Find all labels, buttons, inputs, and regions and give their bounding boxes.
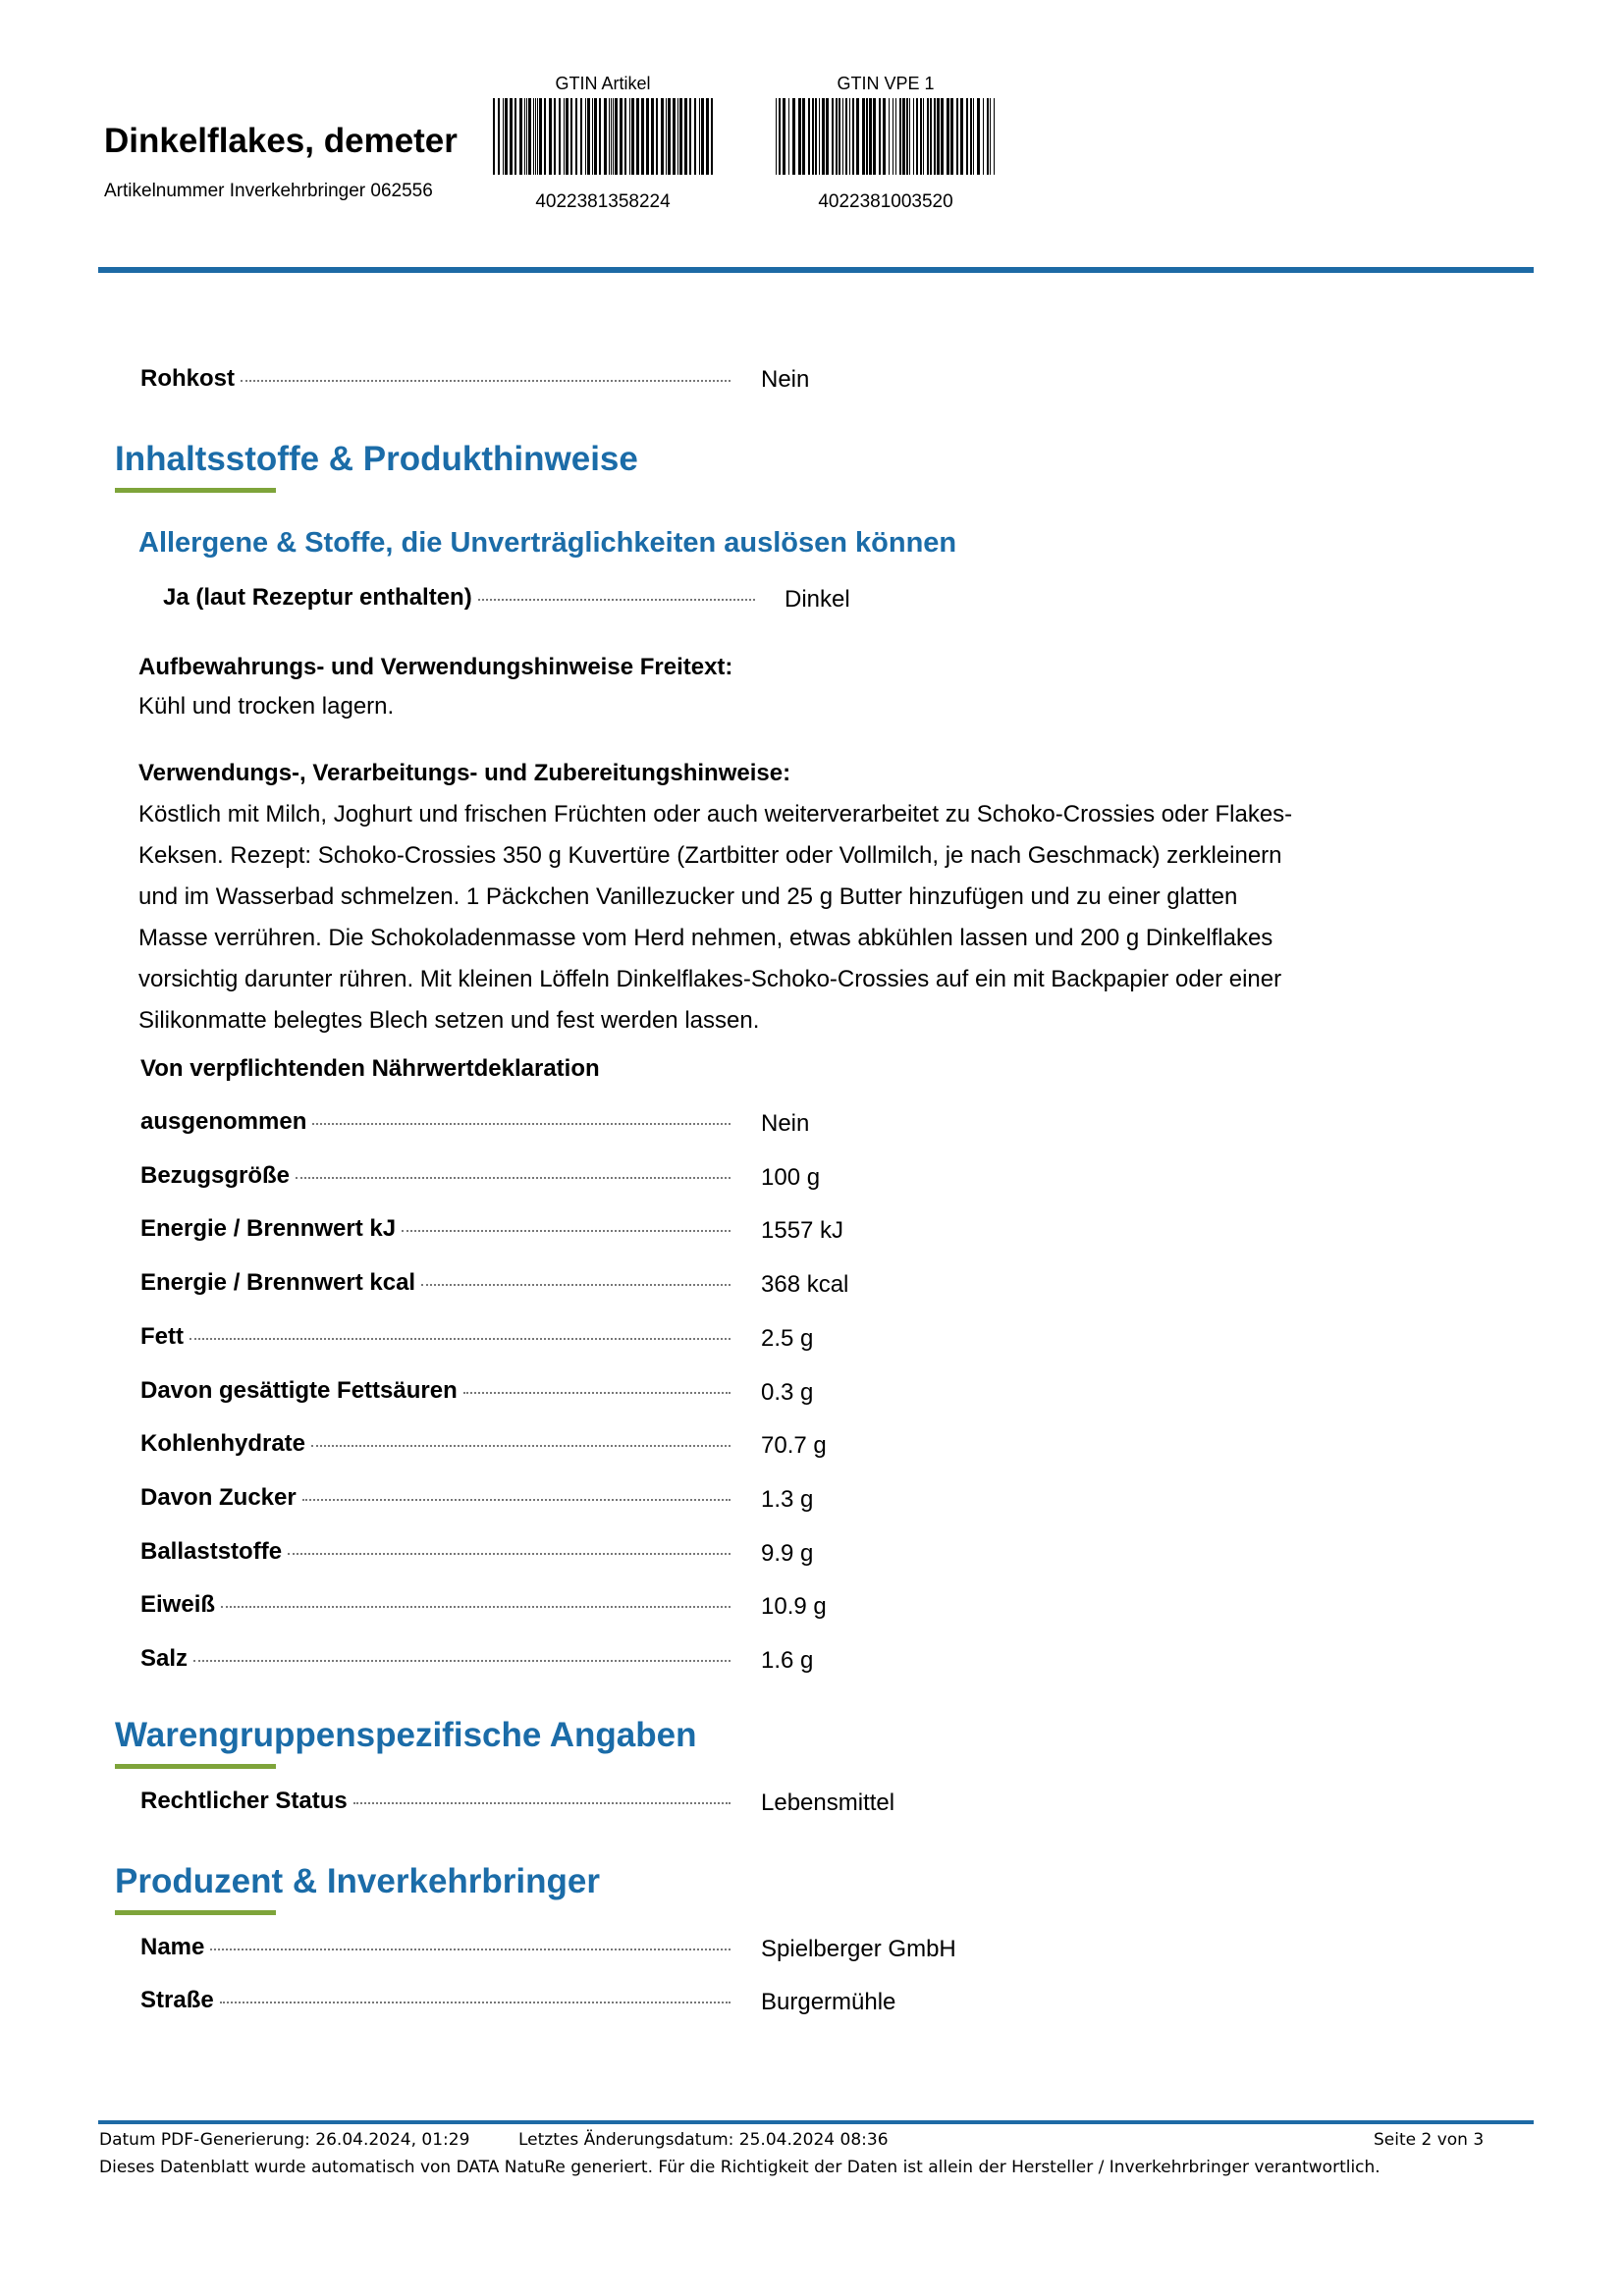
nutrition-row bbox=[140, 1323, 734, 1351]
barcode-bar bbox=[836, 98, 838, 175]
barcode-bar bbox=[526, 98, 527, 175]
barcode-bar bbox=[849, 98, 850, 175]
barcode-bar bbox=[684, 98, 687, 175]
section-heading-producer: Produzent & Inverkehrbringer bbox=[115, 1862, 600, 1900]
dot-leader bbox=[478, 599, 755, 601]
gtin-article-label: GTIN Artikel bbox=[555, 74, 651, 93]
dot-leader bbox=[421, 1284, 731, 1286]
barcode-bar bbox=[535, 98, 536, 175]
barcode-bar bbox=[592, 98, 593, 175]
barcode-bar bbox=[609, 98, 610, 175]
barcode-bar bbox=[510, 98, 513, 175]
footer-page: Seite 2 von 3 bbox=[1374, 2130, 1485, 2150]
row-label: ausgenommen bbox=[140, 1108, 307, 1135]
barcode-bar bbox=[934, 98, 936, 175]
row-label: Rechtlicher Status bbox=[140, 1788, 348, 1814]
barcode-bar bbox=[570, 98, 572, 175]
barcode-bar bbox=[594, 98, 597, 175]
barcode-bar bbox=[802, 98, 805, 175]
nutrition-row bbox=[140, 1108, 734, 1136]
barcode-bar bbox=[920, 98, 922, 175]
barcode-bar bbox=[906, 98, 908, 175]
barcode-bar bbox=[808, 98, 810, 175]
row-legal-status bbox=[140, 1788, 734, 1815]
usage-line: Keksen. Rezept: Schoko-Crossies 350 g Kuvertüre (Zartbitter oder Vollmilch, je nach Geschmack) zerkleinern bbox=[138, 842, 1282, 869]
barcode-bar bbox=[862, 98, 865, 175]
barcode-bar bbox=[559, 98, 561, 175]
product-title: Dinkelflakes, demeter bbox=[104, 122, 458, 160]
row-producer-street bbox=[140, 1987, 734, 2014]
dot-leader bbox=[463, 1392, 731, 1394]
barcode-bar bbox=[916, 98, 918, 175]
barcode-bar bbox=[941, 98, 944, 175]
barcode-bar bbox=[646, 98, 649, 175]
nutrition-row bbox=[140, 1269, 734, 1297]
barcode-bar bbox=[973, 98, 974, 175]
barcode-bar bbox=[544, 98, 546, 175]
heading-underline bbox=[115, 1764, 276, 1769]
row-value: Burgermühle bbox=[761, 1989, 896, 2015]
storage-text: Kühl und trocken lagern. bbox=[138, 693, 395, 720]
barcode-bar bbox=[505, 98, 508, 175]
barcode-bar bbox=[587, 98, 590, 175]
nutrition-row bbox=[140, 1538, 734, 1566]
section-heading-ingredients: Inhaltsstoffe & Produkthinweise bbox=[115, 440, 638, 478]
nutrition-row bbox=[140, 1162, 734, 1190]
dot-leader bbox=[402, 1230, 731, 1232]
footer-rule bbox=[98, 2120, 1534, 2124]
row-value: Nein bbox=[761, 366, 810, 393]
barcode-bar bbox=[641, 98, 644, 175]
dot-leader bbox=[189, 1338, 731, 1340]
barcode-bar bbox=[883, 98, 886, 175]
row-label: Salz bbox=[140, 1645, 189, 1672]
dot-leader bbox=[296, 1177, 731, 1179]
barcode-bar bbox=[930, 98, 932, 175]
barcode-bar bbox=[977, 98, 980, 175]
barcode-bar bbox=[983, 98, 984, 175]
barcode-bar bbox=[966, 98, 968, 175]
usage-label: Verwendungs-, Verarbeitungs- und Zubereitungshinweise: bbox=[138, 760, 791, 786]
gtin-article-number: 4022381358224 bbox=[535, 191, 671, 212]
gtin-vpe-number: 4022381003520 bbox=[818, 191, 953, 212]
barcode-bar bbox=[788, 98, 789, 175]
row-label: Davon gesättigte Fettsäuren bbox=[140, 1377, 458, 1404]
dot-leader bbox=[312, 1123, 731, 1125]
barcode-bar bbox=[866, 98, 868, 175]
barcode-bar bbox=[832, 98, 834, 175]
header-rule bbox=[98, 267, 1534, 273]
row-value: 1557 kJ bbox=[761, 1217, 844, 1244]
barcode-bar bbox=[798, 98, 801, 175]
usage-text bbox=[138, 794, 1415, 1041]
barcode-bar bbox=[498, 98, 500, 175]
row-rohkost bbox=[140, 365, 734, 393]
dot-leader bbox=[311, 1445, 731, 1447]
gtin-vpe-barcode bbox=[774, 98, 1000, 175]
row-label: Davon Zucker bbox=[140, 1484, 297, 1511]
row-value: 1.6 g bbox=[761, 1647, 814, 1674]
barcode-bar bbox=[783, 98, 785, 175]
barcode-bar bbox=[677, 98, 678, 175]
dot-leader bbox=[302, 1499, 731, 1501]
barcode-bar bbox=[661, 98, 664, 175]
exempt-label: Von verpflichtenden Nährwertdeklaration bbox=[140, 1055, 600, 1082]
row-producer-name bbox=[140, 1934, 734, 1961]
barcode-bar bbox=[599, 98, 601, 175]
barcode-bar bbox=[549, 98, 552, 175]
barcode-bar bbox=[620, 98, 623, 175]
barcode-bar bbox=[879, 98, 881, 175]
barcode-bar bbox=[673, 98, 676, 175]
barcode-bar bbox=[519, 98, 522, 175]
row-label: Kohlenhydrate bbox=[140, 1430, 306, 1457]
row-label: Ja (laut Rezeptur enthalten) bbox=[163, 584, 472, 611]
barcode-bar bbox=[923, 98, 924, 175]
barcode-bar bbox=[909, 98, 910, 175]
dot-leader bbox=[241, 380, 731, 382]
row-allergen bbox=[163, 584, 759, 612]
row-value: Spielberger GmbH bbox=[761, 1936, 956, 1962]
barcode-bar bbox=[987, 98, 989, 175]
barcode-bar bbox=[514, 98, 516, 175]
dot-leader bbox=[220, 2002, 731, 2003]
barcode-bar bbox=[611, 98, 612, 175]
barcode-bar bbox=[990, 98, 991, 175]
barcode-bar bbox=[539, 98, 542, 175]
barcode-bar bbox=[852, 98, 854, 175]
barcode-bar bbox=[779, 98, 781, 175]
nutrition-row bbox=[140, 1645, 734, 1673]
barcode-bar bbox=[493, 98, 495, 175]
barcode-bar bbox=[869, 98, 872, 175]
row-label: Bezugsgröße bbox=[140, 1162, 291, 1189]
barcode-bar bbox=[711, 98, 713, 175]
usage-line: Masse verrühren. Die Schokoladenmasse vom Herd nehmen, etwas abkühlen lassen und 200 g Dinkelflakes bbox=[138, 925, 1273, 951]
footer-changed: Letztes Änderungsdatum: 25.04.2024 08:36 bbox=[518, 2130, 889, 2150]
barcode-bar bbox=[585, 98, 586, 175]
barcode-bar bbox=[873, 98, 876, 175]
row-value: Nein bbox=[761, 1110, 810, 1137]
footer-disclaimer: Dieses Datenblatt wurde automatisch von DATA NatuRe generiert. Für die Richtigkeit der Daten ist allein der Hersteller / Inverkehrbringer verantwortlich. bbox=[99, 2158, 1380, 2177]
barcode-bar bbox=[889, 98, 890, 175]
usage-line: und im Wasserbad schmelzen. 1 Päckchen Vanillezucker und 25 g Butter hinzufügen und zu einer glatten bbox=[138, 883, 1238, 910]
barcode-bar bbox=[960, 98, 963, 175]
row-value: 0.3 g bbox=[761, 1379, 814, 1406]
barcode-bar bbox=[537, 98, 538, 175]
dot-leader bbox=[353, 1802, 731, 1804]
barcode-bar bbox=[913, 98, 914, 175]
usage-line: Köstlich mit Milch, Joghurt und frischen Früchten oder auch weiterverarbeitet zu Schoko-Crossies oder Flakes- bbox=[138, 801, 1293, 828]
barcode-bar bbox=[706, 98, 709, 175]
barcode-bar bbox=[575, 98, 577, 175]
barcode-bar bbox=[970, 98, 972, 175]
row-value: 1.3 g bbox=[761, 1486, 814, 1513]
row-value: 9.9 g bbox=[761, 1540, 814, 1567]
barcode-bar bbox=[699, 98, 700, 175]
heading-underline bbox=[115, 488, 276, 493]
barcode-bar bbox=[776, 98, 777, 175]
barcode-bar bbox=[651, 98, 654, 175]
section-heading-group: Warengruppenspezifische Angaben bbox=[115, 1716, 697, 1754]
barcode-bar bbox=[503, 98, 504, 175]
nutrition-row bbox=[140, 1430, 734, 1458]
dot-leader bbox=[288, 1553, 731, 1555]
barcode-bar bbox=[636, 98, 639, 175]
gtin-vpe-label: GTIN VPE 1 bbox=[837, 74, 935, 93]
barcode-bar bbox=[792, 98, 795, 175]
barcode-bar bbox=[822, 98, 825, 175]
barcode-bar bbox=[815, 98, 817, 175]
storage-label: Aufbewahrungs- und Verwendungshinweise Freitext: bbox=[138, 654, 733, 680]
dot-leader bbox=[210, 1949, 731, 1950]
barcode-bar bbox=[679, 98, 682, 175]
row-label: Straße bbox=[140, 1987, 214, 2013]
row-value: 70.7 g bbox=[761, 1432, 827, 1459]
barcode-bar bbox=[994, 98, 995, 175]
barcode-bar bbox=[845, 98, 847, 175]
barcode-bar bbox=[613, 98, 614, 175]
row-value: 100 g bbox=[761, 1164, 821, 1191]
barcode-bar bbox=[947, 98, 949, 175]
nutrition-row bbox=[140, 1377, 734, 1405]
barcode-bar bbox=[554, 98, 556, 175]
footer-generated: Datum PDF-Generierung: 26.04.2024, 01:29 bbox=[99, 2130, 470, 2150]
barcode-bar bbox=[902, 98, 905, 175]
barcode-bar bbox=[624, 98, 626, 175]
barcode-bar bbox=[842, 98, 843, 175]
row-label: Energie / Brennwert kJ bbox=[140, 1215, 397, 1242]
nutrition-row bbox=[140, 1484, 734, 1512]
usage-line: Silikonmatte belegtes Blech setzen und fest werden lassen. bbox=[138, 1007, 760, 1034]
barcode-bar bbox=[701, 98, 704, 175]
barcode-bar bbox=[895, 98, 896, 175]
barcode-bar bbox=[826, 98, 829, 175]
row-label: Ballaststoffe bbox=[140, 1538, 283, 1565]
barcode-bar bbox=[927, 98, 929, 175]
row-value: 2.5 g bbox=[761, 1325, 814, 1352]
barcode-bar bbox=[937, 98, 940, 175]
row-label: Eiweiß bbox=[140, 1591, 216, 1618]
nutrition-row bbox=[140, 1215, 734, 1243]
row-label: Rohkost bbox=[140, 365, 235, 392]
barcode-bar bbox=[950, 98, 953, 175]
barcode-bar bbox=[604, 98, 607, 175]
row-value: 368 kcal bbox=[761, 1271, 849, 1298]
barcode-bar bbox=[528, 98, 531, 175]
row-value: Dinkel bbox=[785, 586, 850, 613]
dot-leader bbox=[193, 1660, 731, 1662]
dot-leader bbox=[221, 1606, 731, 1608]
barcode-bar bbox=[856, 98, 859, 175]
barcode-bar bbox=[666, 98, 667, 175]
row-label: Energie / Brennwert kcal bbox=[140, 1269, 416, 1296]
barcode-bar bbox=[533, 98, 534, 175]
barcode-bar bbox=[812, 98, 814, 175]
barcode-bar bbox=[564, 98, 565, 175]
heading-underline bbox=[115, 1910, 276, 1915]
nutrition-row bbox=[140, 1591, 734, 1619]
barcode-bar bbox=[899, 98, 901, 175]
barcode-bar bbox=[631, 98, 634, 175]
row-label: Name bbox=[140, 1934, 205, 1960]
barcode-bar bbox=[629, 98, 630, 175]
barcode-bar bbox=[656, 98, 658, 175]
row-value: 10.9 g bbox=[761, 1593, 827, 1620]
row-value: Lebensmittel bbox=[761, 1789, 895, 1816]
barcode-bar bbox=[689, 98, 691, 175]
barcode-bar bbox=[694, 98, 696, 175]
allergen-heading: Allergene & Stoffe, die Unverträglichkeiten auslösen können bbox=[138, 527, 957, 559]
barcode-bar bbox=[615, 98, 618, 175]
barcode-bar bbox=[566, 98, 568, 175]
barcode-bar bbox=[819, 98, 820, 175]
barcode-bar bbox=[580, 98, 582, 175]
row-label: Fett bbox=[140, 1323, 184, 1350]
barcode-bar bbox=[956, 98, 958, 175]
barcode-bar bbox=[668, 98, 671, 175]
article-number: Artikelnummer Inverkehrbringer 062556 bbox=[104, 181, 433, 201]
barcode-bar bbox=[839, 98, 840, 175]
barcode-bar bbox=[524, 98, 525, 175]
gtin-article-barcode bbox=[491, 98, 717, 175]
usage-line: vorsichtig darunter rühren. Mit kleinen Löffeln Dinkelflakes-Schoko-Crossies auf ein mit Backpapier oder einer bbox=[138, 966, 1282, 992]
